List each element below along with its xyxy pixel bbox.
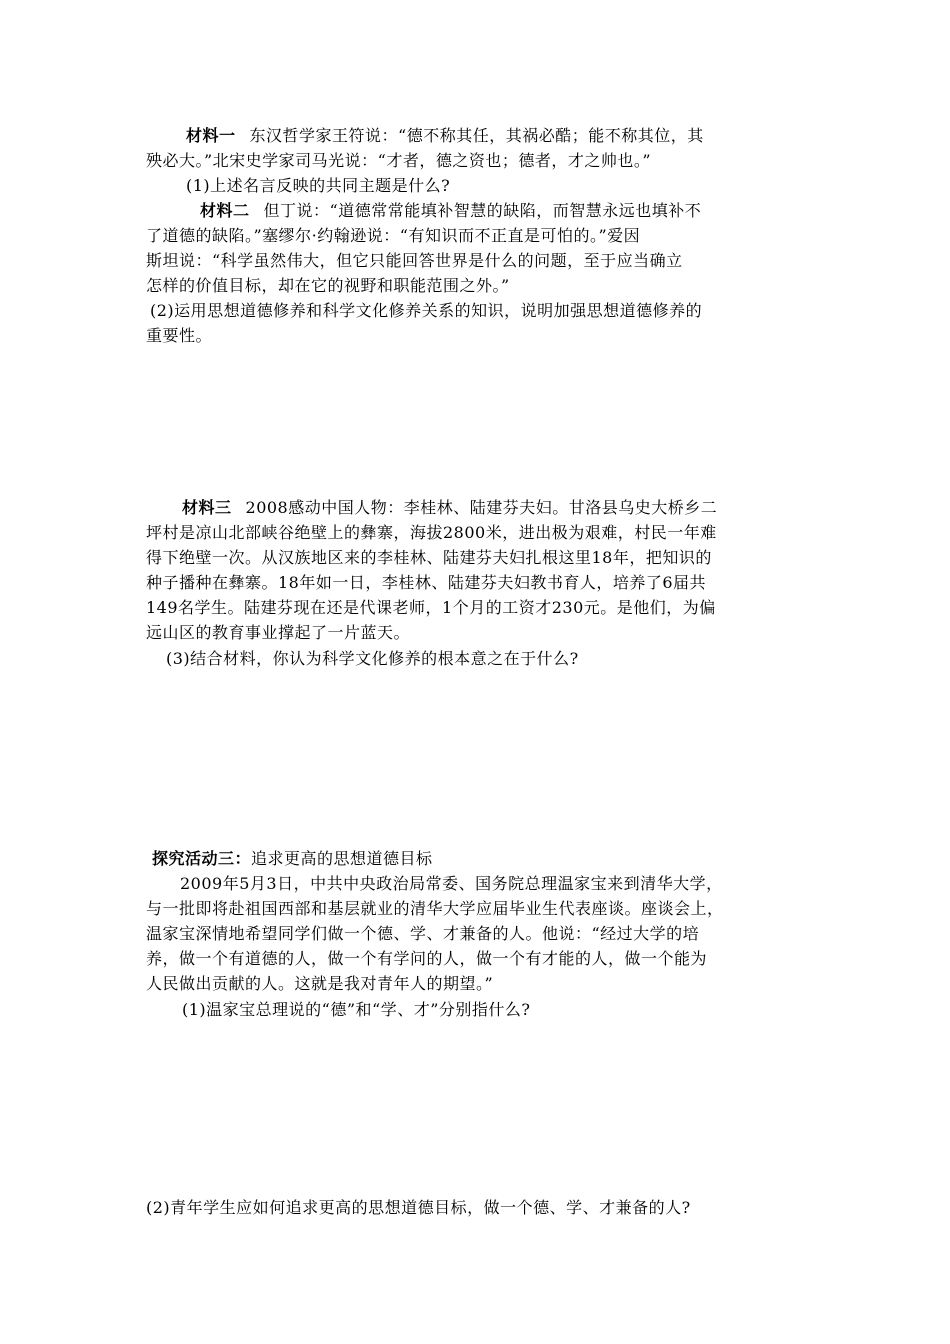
material3-text1: 2008感动中国人物：李桂林、陆建芬夫妇。甘洛县乌史大桥乡二 bbox=[245, 498, 718, 517]
material3-line6: 远山区的教育事业撑起了一片蓝天。 bbox=[146, 623, 411, 642]
activity3-label: 探究活动三： bbox=[152, 849, 252, 868]
material1-text1: 东汉哲学家王符说：“德不称其任，其祸必酷；能不称其位，其 bbox=[249, 126, 704, 145]
material3-line3: 得下绝壁一次。从汉族地区来的李桂林、陆建芬夫妇扎根这里18年，把知识的 bbox=[146, 548, 712, 567]
material3-line4: 种子播种在彝寨。18年如一日，李桂林、陆建芬夫妇教书育人，培养了6届共 bbox=[146, 573, 707, 592]
activity3-heading bbox=[152, 847, 822, 871]
material2-label: 材料二 bbox=[200, 201, 250, 220]
activity3-line4: 养，做一个有道德的人，做一个有学问的人，做一个有才能的人，做一个能为 bbox=[146, 949, 708, 968]
material1-question1: (1)上述名言反映的共同主题是什么? bbox=[186, 176, 451, 195]
material3-line1 bbox=[182, 496, 852, 520]
activity3-line5: 人民做出贡献的人。这就是我对青年人的期望。” bbox=[146, 974, 494, 993]
material2-line1 bbox=[200, 199, 870, 223]
material2-question2-line1: (2)运用思想道德修养和科学文化修养关系的知识，说明加强思想道德修养的 bbox=[150, 301, 703, 320]
material3-label: 材料三 bbox=[182, 498, 232, 517]
material3-question3: (3)结合材料，你认为科学文化修养的根本意之在于什么? bbox=[166, 649, 579, 668]
material1-line1 bbox=[186, 124, 856, 148]
activity3-title: 追求更高的思想道德目标 bbox=[251, 849, 433, 868]
material2-line3: 斯坦说：“科学虽然伟大，但它只能回答世界是什么的问题，至于应当确立 bbox=[146, 251, 683, 270]
activity3-line3: 温家宝深情地希望同学们做一个德、学、才兼备的人。他说：“经过大学的培 bbox=[146, 924, 700, 943]
activity3-line2: 与一批即将赴祖国西部和基层就业的清华大学应届毕业生代表座谈。座谈会上， bbox=[146, 899, 724, 918]
material2-text1: 但丁说：“道德常常能填补智慧的缺陷，而智慧永远也填补不 bbox=[263, 201, 702, 220]
activity3-question2: (2)青年学生应如何追求更高的思想道德目标，做一个德、学、才兼备的人? bbox=[146, 1198, 691, 1217]
material1-label: 材料一 bbox=[186, 126, 236, 145]
material3-line5: 149名学生。陆建芬现在还是代课老师，1个月的工资才230元。是他们，为偏 bbox=[146, 598, 716, 617]
material2-line2: 了道德的缺陷。”塞缪尔·约翰逊说：“有知识而不正直是可怕的。”爱因 bbox=[146, 226, 641, 245]
material1-line2: 殃必大。”北宋史学家司马光说：“才者，德之资也；德者，才之帅也。” bbox=[146, 151, 652, 170]
activity3-line1: 2009年5月3日，中共中央政治局常委、国务院总理温家宝来到清华大学， bbox=[180, 874, 723, 893]
activity3-question1: (1)温家宝总理说的“德”和“学、才”分别指什么? bbox=[182, 1000, 531, 1019]
material2-line4: 怎样的价值目标，却在它的视野和职能范围之外。” bbox=[146, 276, 510, 295]
material2-question2-line2: 重要性。 bbox=[146, 326, 213, 345]
material3-line2: 坪村是凉山北部峡谷绝壁上的彝寨，海拔2800米，进出极为艰难，村民一年难 bbox=[146, 523, 717, 542]
